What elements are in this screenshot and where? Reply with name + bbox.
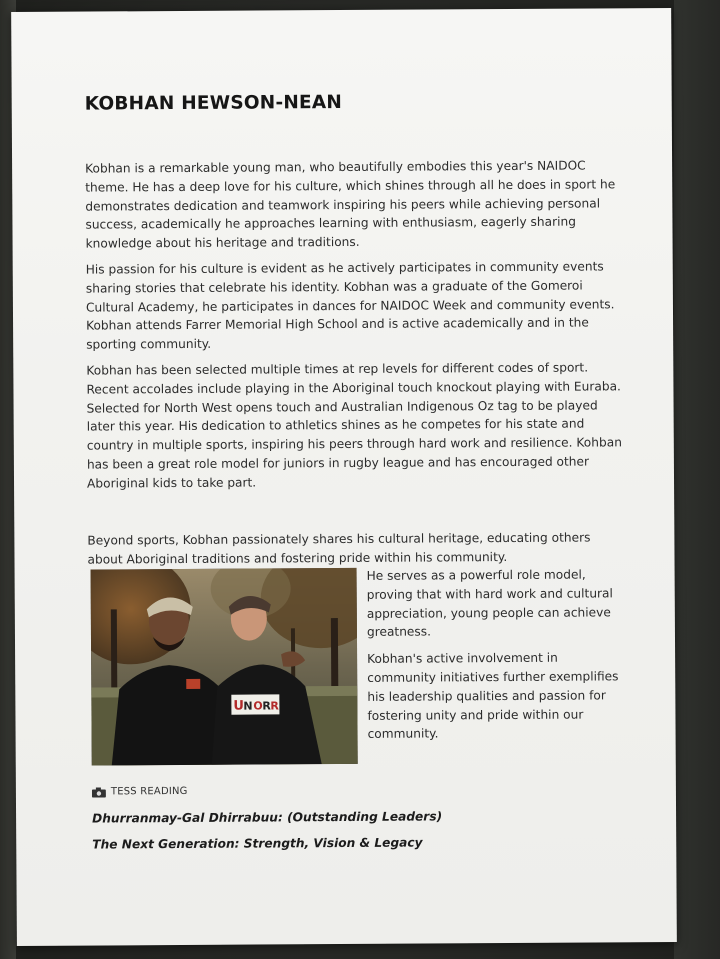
photo-illustration: [91, 568, 358, 766]
subtitle-outstanding-leaders: Dhurranmay-Gal Dhirrabuu: (Outstanding Leaders): [92, 809, 443, 826]
camera-icon: [92, 787, 106, 797]
photo-credit-text: TESS READING: [110, 785, 188, 798]
side-text: [367, 565, 628, 752]
body-paragraph-2: His passion for his culture is evident as he actively participates in community events sharing stories that celebrate his identity. Kobhan was a graduate of the Gomeroi Cultural Academy, he participates in dances for NAIDOC Week and community events. Kobhan attends Farrer Memorial High School and is active academically and in the sporting community.: [85, 259, 615, 352]
svg-text:N: N: [243, 699, 253, 713]
body-paragraph-4: Beyond sports, Kobhan passionately shares his cultural heritage, educating others about Aboriginal traditions and fostering pride within his community.: [87, 530, 591, 567]
svg-text:U: U: [233, 698, 245, 714]
side-paragraph-1: He serves as a powerful role model, proving that with hard work and cultural appreciation, young people can achieve greatness.: [366, 567, 613, 640]
card-body: [85, 156, 625, 500]
svg-text:O: O: [253, 699, 263, 713]
card-title: KOBHAN HEWSON-NEAN: [84, 92, 343, 115]
body-paragraph-1: Kobhan is a remarkable young man, who beautifully embodies this year's NAIDOC theme. He has a deep love for his culture, which shines through all he does in sport he demonstrates dedication and teamwork inspiring his peers while achieving personal success, academically he approaches learning with enthusiasm, eagerly sharing knowledge about his heritage and traditions.: [85, 158, 616, 251]
body-paragraph-3: Kobhan has been selected multiple times at rep levels for different codes of sport. Recent accolades include playing in the Aboriginal touch knockout playing with Euraba. Selected for North West opens touch and Australian Indigenous Oz tag to be played later this year. His dedication to athletics shines as he competes for his state and country in multiple sports, inspiring his peers through hard work and resilience. Kohban has been a great role model for juniors in rugby league and has encouraged other Aboriginal kids to take part.: [86, 360, 622, 491]
wall-right: [674, 0, 720, 959]
svg-text:R: R: [270, 699, 279, 713]
photo-credit: [92, 786, 188, 798]
svg-text:R: R: [262, 699, 271, 713]
side-paragraph-2: Kobhan's active involvement in community initiatives further exemplifies his leadership qualities and passion for fostering unity and pride within our community.: [367, 650, 619, 742]
subtitle-next-generation: The Next Generation: Strength, Vision & Legacy: [92, 835, 423, 852]
portrait-photo: [91, 568, 358, 766]
printed-card: [11, 8, 677, 946]
